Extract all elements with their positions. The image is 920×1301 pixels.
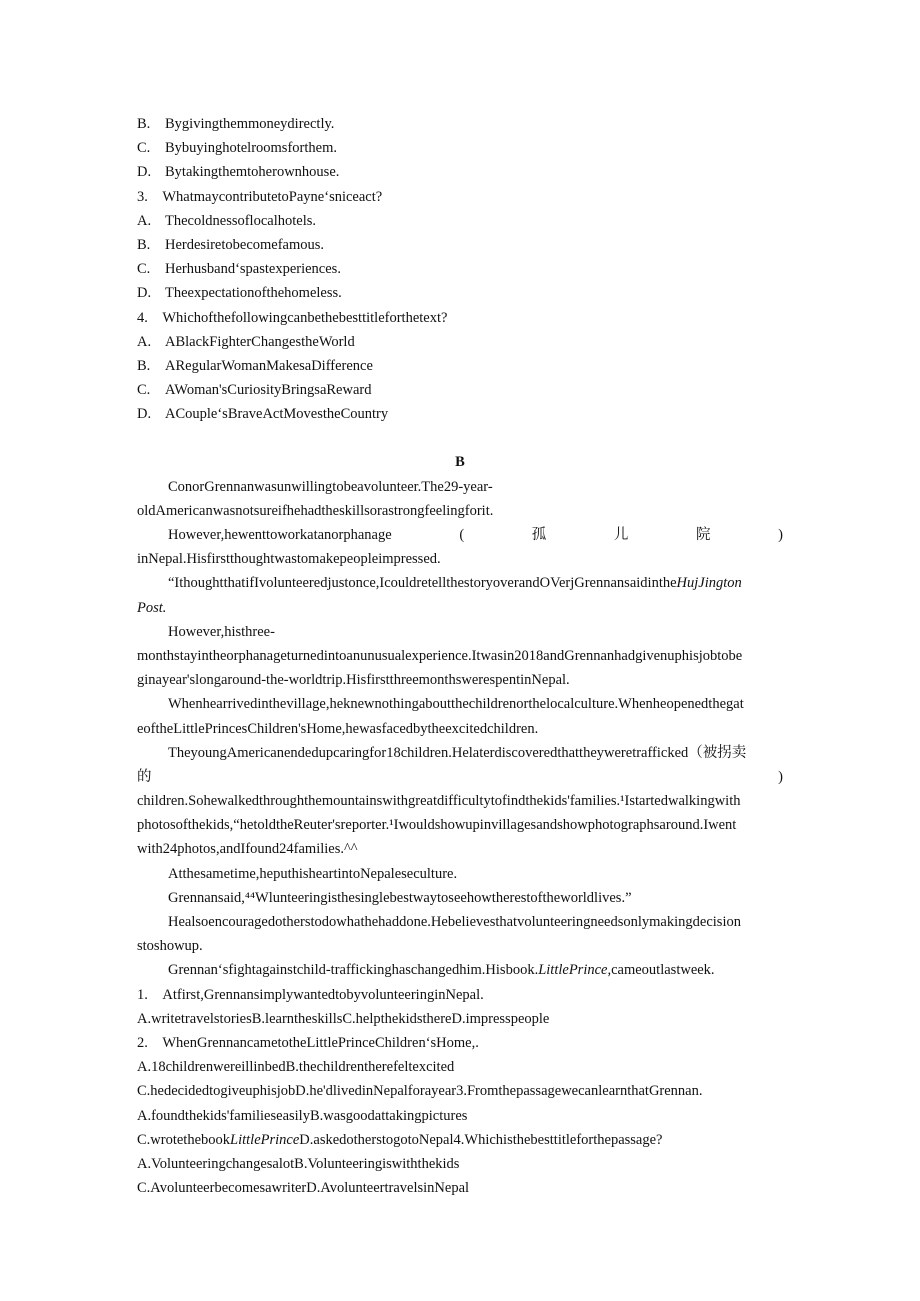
b-question-1: 1. Atfirst,GrennansimplywantedtobyvolunteeringinNepal. [137,986,484,1003]
q4-option-c: C. AWoman'sCuriosityBringsaReward [137,382,372,399]
b-question-4-options: C.AvolunteerbecomesawriterD.AvolunteertravelsinNepal [137,1180,470,1197]
paragraph-line: oldAmericanwasnotsureifhehadtheskillsorastrongfeelingforit. [137,502,494,519]
q2-option-c: C. Bybuyinghotelroomsforthem. [137,140,337,157]
b-question-2: 2. WhenGrennancametotheLittlePrinceChildrenʻsHome,. [137,1034,479,1051]
paragraph-line: Grennanʻsfightagainstchild-traffickinghaschangedhim.Hisbook.LittlePrince,cameoutlastweek. [168,962,715,979]
question-4: 4. Whichofthefollowingcanbethebesttitleforthetext? [137,309,448,326]
paragraph-line: eoftheLittlePrincesChildren'sHome,hewasfacedbytheexcitedchildren. [137,720,539,737]
q4-option-a: A. ABlackFighterChangestheWorld [137,333,355,350]
paragraph-line: Grennansaid,⁴⁴Wlunteeringisthesinglebestwaytoseehowtherestoftheworldlives.” [168,889,632,906]
paragraph-line: “IthoughtthatifIvolunteeredjustonce,IcouldretellthestoryoverandOVerjGrennansaidintheHujJington [168,575,742,592]
b-question-4-options: A.VolunteeringchangesalotB.Volunteeringiswiththekids [137,1155,460,1172]
b-question-2-options: A.18childrenwereillinbedB.thechildrentherefeltexcited [137,1059,455,1076]
b-question-1-options: A.writetravelstoriesB.learntheskillsC.helpthekidsthereD.impresspeople [137,1010,550,1027]
paragraph-line: TheyoungAmericanendedupcaringfor18children.Helaterdiscoveredthattheyweretrafficked（被拐卖 [168,744,747,761]
q4-option-b: B. ARegularWomanMakesaDifference [137,357,373,374]
section-b-heading: B [455,454,465,471]
paragraph-line: with24photos,andIfound24families.^^ [137,841,358,858]
question-3: 3. WhatmaycontributetoPayneʻsniceact? [137,188,383,205]
q3-option-c: C. Herhusbandʻspastexperiences. [137,261,341,278]
q2-option-d: D. Bytakingthemtoherownhouse. [137,164,340,181]
q3-option-b: B. Herdesiretobecomefamous. [137,236,325,253]
b-question-3-options: A.foundthekids'familieseasilyB.wasgoodattakingpictures [137,1107,468,1124]
b-question-3-options: C.wrotethebookLittlePrinceD.askedotherstogotoNepal4.Whichisthebesttitleforthepassage? [137,1131,663,1148]
paragraph-line: children.Sohewalkedthroughthemountainswithgreatdifficultytofindthekids'families.¹Istartedwalkingwith [137,793,741,810]
q4-option-d: D. ACoupleʻsBraveActMovestheCountry [137,406,389,423]
paragraph-line: Post. [137,599,167,616]
paragraph-line: Whenhearrivedinthevillage,heknewnothingaboutthechildrenorthelocalculture.Whenheopenedthegat [168,696,744,713]
paragraph-line: inNepal.Hisfirstthoughtwastomakepeopleimpressed. [137,551,441,568]
paragraph-line: However,hewenttoworkatanorphanage ( 孤 儿 院 ) [168,527,783,543]
paragraph-line: monthstayintheorphanageturnedintoanunusualexperience.Itwasin2018andGrennanhadgivenuphisjobtobe [137,647,743,664]
paragraph-line: 的 ) [137,768,783,785]
paragraph-line: Atthesametime,heputhisheartintoNepaleseculture. [168,865,458,882]
paragraph-line: photosofthekids,“hetoldtheReuter'sreporter.¹Iwouldshowupinvillagesandshowphotographsaround.Iwent [137,817,737,834]
q2-option-b: B. Bygivingthemmoneydirectly. [137,116,335,132]
b-question-2-options: C.hedecidedtogiveuphisjobD.he'dlivedinNepalforayear3.FromthepassagewecanlearnthatGrennan. [137,1083,703,1100]
paragraph-line: stoshowup. [137,938,203,955]
paragraph-line: ginayear'slongaround-the-worldtrip.HisfirstthreemonthswerespentinNepal. [137,672,570,689]
paragraph-line: ConorGrennanwasunwillingtobeavolunteer.The29-year- [168,478,493,495]
document-page [137,112,783,1200]
paragraph-line: However,histhree- [168,623,275,640]
q3-option-a: A. Thecoldnessoflocalhotels. [137,212,316,229]
section-gap [137,426,783,450]
paragraph-line: Healsoencouragedotherstodowhathehaddone.Hebelievesthatvolunteeringneedsonlymakingdecision [168,914,741,930]
q3-option-d: D. Theexpectationofthehomeless. [137,285,342,302]
